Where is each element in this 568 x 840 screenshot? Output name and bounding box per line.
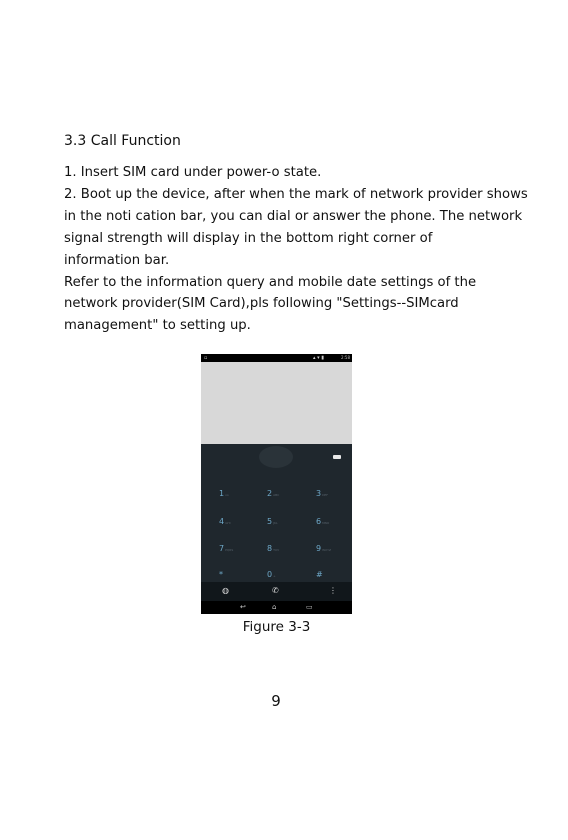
phone-call-icon[interactable]: ✆ xyxy=(272,586,279,595)
dial-number-display[interactable] xyxy=(201,362,352,444)
paragraph-line: signal strength will display in the bottom right corner of xyxy=(64,230,433,246)
app-notification-icon: ▫ xyxy=(204,355,208,361)
paragraph-line: 2. Boot up the device, after when the mark of network provider shows xyxy=(64,186,528,202)
dialpad-key[interactable]: 3DEF xyxy=(316,489,329,498)
paragraph-line: network provider(SIM Card),pls following "Settings--SIMcard xyxy=(64,296,459,312)
back-icon[interactable]: ↩ xyxy=(240,603,246,611)
backspace-icon[interactable] xyxy=(333,455,341,459)
contacts-icon[interactable]: ◍ xyxy=(222,586,229,595)
dialpad-key[interactable]: 8TUV xyxy=(267,544,280,553)
body-paragraph xyxy=(64,162,528,337)
paragraph-line: information bar. xyxy=(64,252,170,268)
section-heading: 3.3 Call Function xyxy=(64,133,181,149)
dialpad-action-bar xyxy=(201,582,352,601)
phone-screenshot xyxy=(201,354,352,614)
dialpad-key[interactable]: 4GHI xyxy=(219,517,231,526)
dialpad-key[interactable]: 6MNO xyxy=(316,517,330,526)
dialpad xyxy=(201,444,352,582)
dialpad-key[interactable]: 0+ xyxy=(267,570,276,579)
dialpad-key[interactable]: 2ABC xyxy=(267,489,280,498)
navigation-bar xyxy=(201,601,352,614)
paragraph-line: in the noti cation bar, you can dial or answer the phone. The network xyxy=(64,208,523,224)
overflow-menu-icon[interactable]: ⋮ xyxy=(329,586,337,595)
page-number: 9 xyxy=(271,692,281,710)
dialpad-key[interactable]: 7PQRS xyxy=(219,544,234,553)
paragraph-line: 1. Insert SIM card under power-o state. xyxy=(64,165,322,180)
recent-apps-icon[interactable]: ▭ xyxy=(306,603,313,611)
contacts-watermark-icon xyxy=(259,446,293,468)
home-icon[interactable]: ⌂ xyxy=(272,603,277,611)
figure-caption: Figure 3-3 xyxy=(242,619,311,635)
paragraph-line: Refer to the information query and mobile date settings of the xyxy=(64,274,477,290)
status-time: 2:58 xyxy=(341,355,350,360)
dialpad-key[interactable]: # xyxy=(316,570,323,579)
paragraph-line: management" to setting up. xyxy=(64,318,251,334)
dialpad-key[interactable]: 9WXYZ xyxy=(316,544,332,553)
dialpad-key[interactable]: 5JKL xyxy=(267,517,278,526)
dialpad-key[interactable]: * xyxy=(219,570,223,579)
signal-wifi-battery-icons: ▴ ▾ ▮ xyxy=(313,355,324,361)
status-bar xyxy=(201,354,352,362)
dialpad-key[interactable]: 1oo xyxy=(219,489,229,498)
